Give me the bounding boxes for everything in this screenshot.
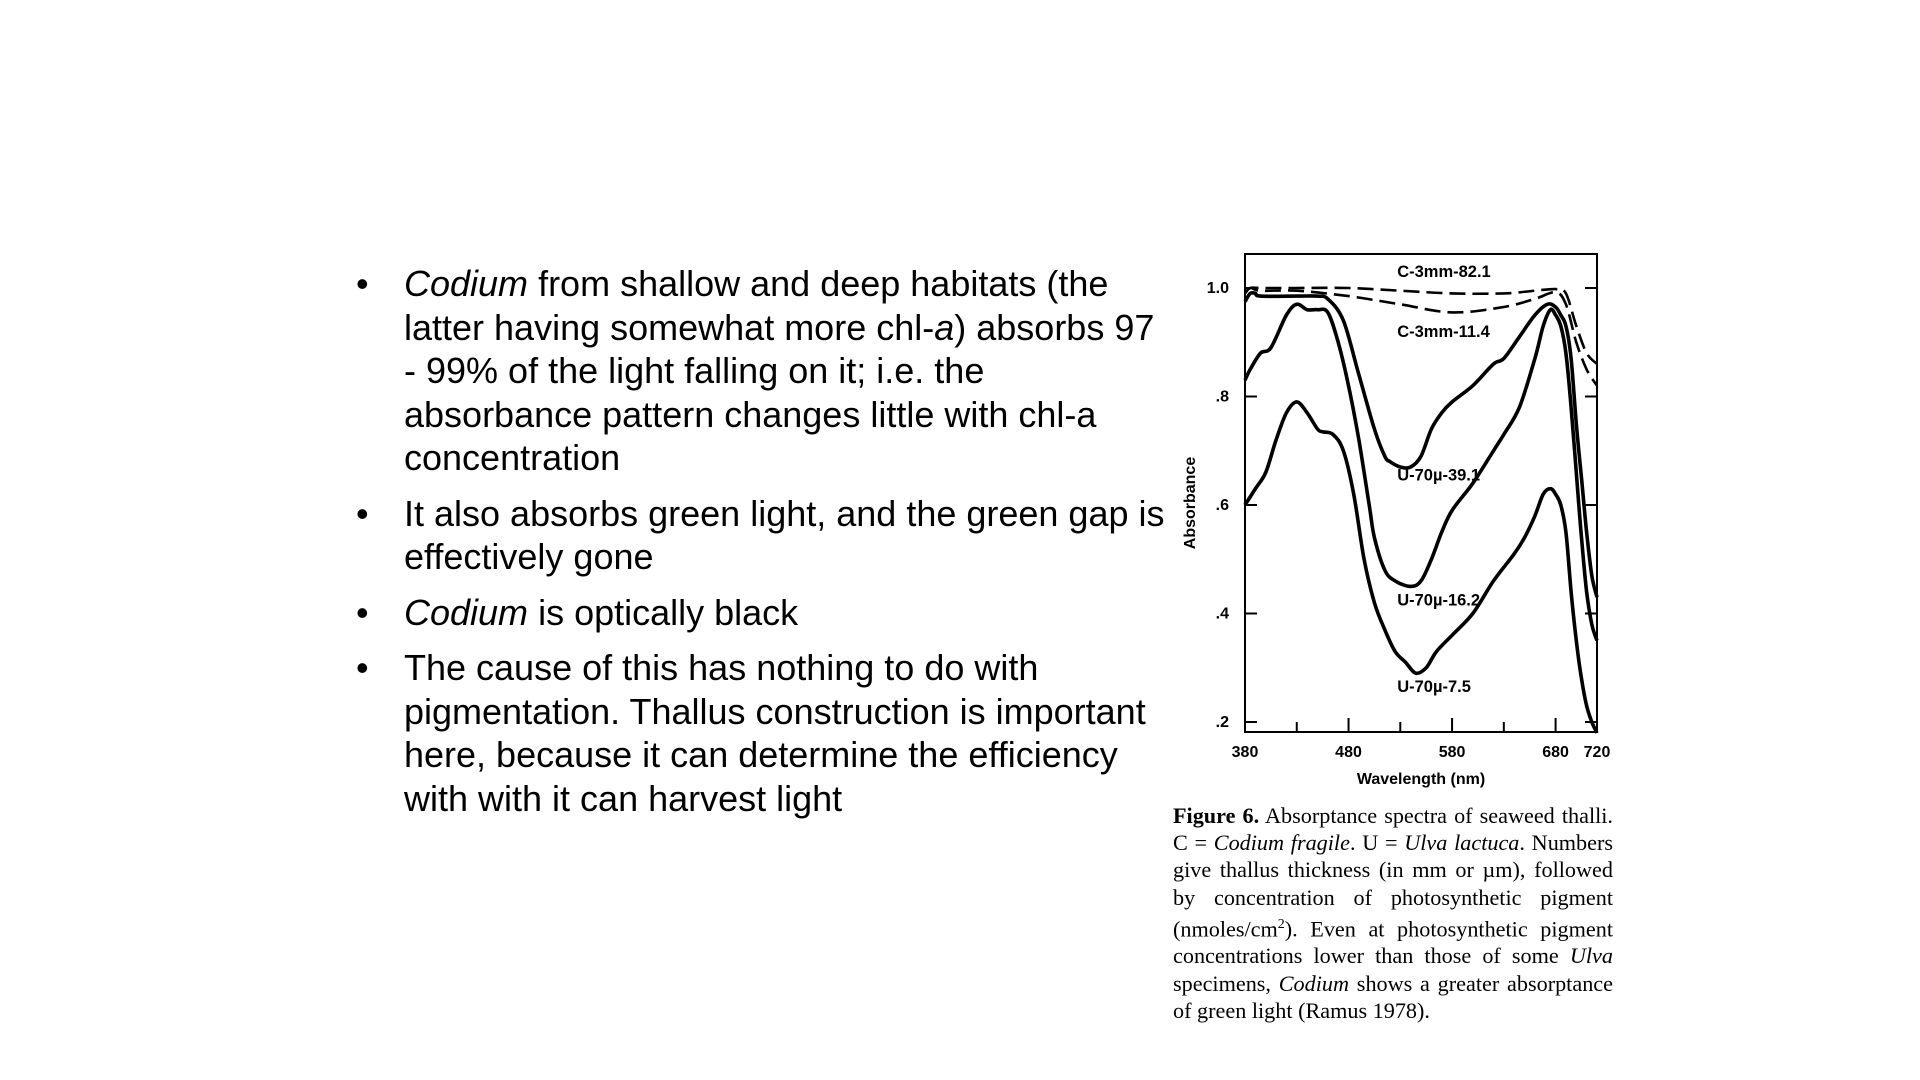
- bullet-item: [352, 646, 1172, 820]
- caption-text-italic: Ulva: [1569, 943, 1613, 969]
- bullet-text-italic: a: [934, 306, 955, 348]
- x-tick-label: 480: [1335, 744, 1362, 761]
- bullet-dot: •: [356, 263, 369, 304]
- figure-caption: [1173, 802, 1613, 1024]
- caption-text: Absorptance spectra of seaweed thalli. C =: [1173, 803, 1613, 856]
- caption-text: ). Even at photosynthetic pigment concentrations lower than those of some: [1173, 916, 1613, 969]
- caption-text: . Numbers give thallus thickness (in mm or µm), followed by concentration of photosynthetic pigment (nmoles/cm: [1173, 830, 1614, 942]
- x-tick-label: 720: [1583, 744, 1611, 761]
- bullet-text: from shallow and deep habitats (the latter having somewhat more chl-: [404, 263, 1109, 348]
- y-tick-label: .4: [1215, 605, 1229, 623]
- bullet-text: It also absorbs green light, and the green gap is effectively gone: [404, 492, 1165, 577]
- absorbance-figure: [1165, 240, 1635, 820]
- x-tick-label: 380: [1231, 744, 1259, 761]
- caption-text-italic: Codium: [1278, 970, 1350, 996]
- y-tick-label: .8: [1215, 388, 1229, 406]
- y-tick-label: 1.0: [1206, 280, 1229, 297]
- caption-text: specimens,: [1173, 970, 1279, 996]
- caption-label: Figure 6.: [1173, 803, 1260, 828]
- absorbance-chart: [1165, 240, 1635, 800]
- caption-text-italic: Ulva lactuca: [1404, 830, 1520, 856]
- y-tick-label: .6: [1215, 497, 1229, 514]
- caption-text: shows a greater absorptance of green light (Ramus 1978).: [1173, 970, 1613, 1023]
- caption-text: . U =: [1349, 830, 1405, 856]
- caption-text-italic: Codium fragile: [1213, 830, 1350, 856]
- bullet-item: [352, 591, 1172, 635]
- bullet-dot: •: [356, 492, 369, 534]
- series-label: C-3mm-82.1: [1397, 263, 1491, 282]
- y-tick-label: .2: [1215, 714, 1229, 731]
- bullet-text: The cause of this has nothing to do with pigmentation. Thallus construction is important here, because it can determine the efficiency with with it can harvest light: [404, 647, 1146, 819]
- series-label: C-3mm-11.4: [1397, 322, 1490, 341]
- bullet-item: [352, 492, 1172, 579]
- bullet-text-italic: Codium: [404, 591, 529, 633]
- bullet-item: [352, 262, 1172, 480]
- series-label: U-70µ-39.1: [1397, 466, 1481, 485]
- x-axis-label: Wavelength (nm): [1356, 771, 1486, 788]
- bullet-dot: •: [356, 591, 369, 633]
- x-tick-label: 580: [1438, 744, 1466, 761]
- bullet-text: is optically black: [528, 591, 799, 633]
- x-tick-label: 680: [1542, 744, 1569, 761]
- bullet-dot: •: [356, 647, 369, 688]
- bullet-text-italic: Codium: [404, 263, 529, 304]
- series-label: U-70µ-7.5: [1397, 678, 1471, 697]
- bullet-text: ) absorbs 97 - 99% of the light falling on it; i.e. the absorbance pattern changes little with chl-a concentration: [404, 306, 1155, 478]
- bullet-list: [352, 262, 1172, 832]
- y-axis-label: Absorbance: [1182, 456, 1199, 550]
- series-label: U-70µ-16.2: [1397, 591, 1481, 610]
- caption-superscript: 2: [1277, 916, 1285, 932]
